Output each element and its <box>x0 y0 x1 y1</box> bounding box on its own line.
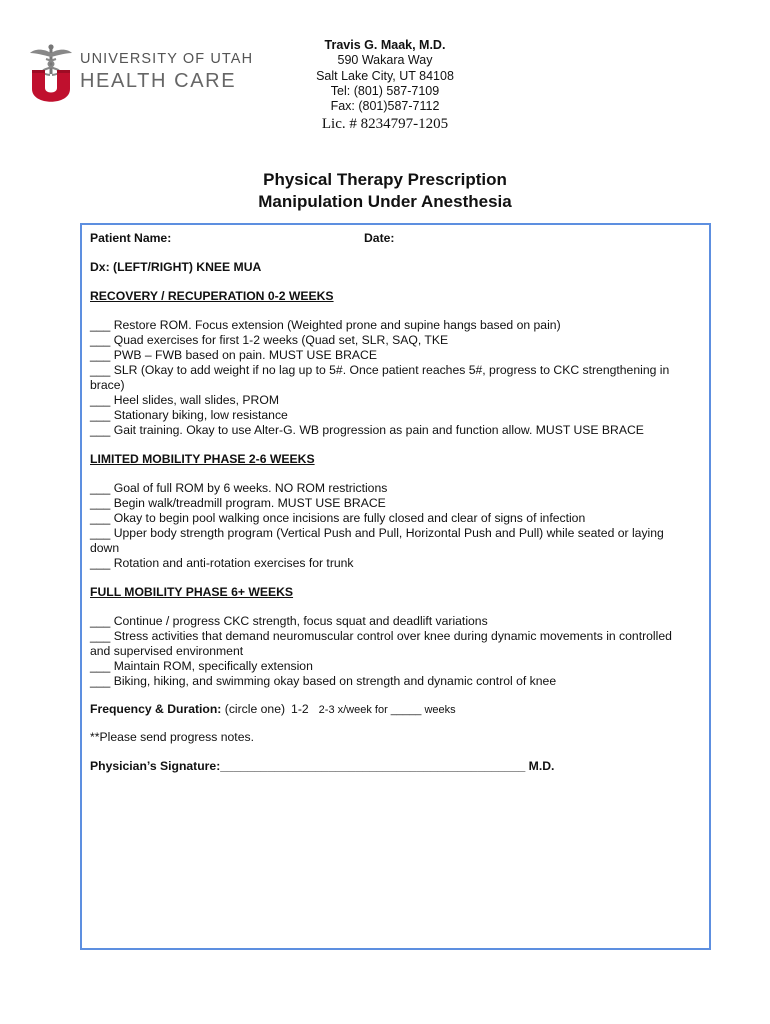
checklist-item[interactable]: ___ Restore ROM. Focus extension (Weighted prone and supine hangs based on pain) <box>90 318 561 332</box>
section-items-limited-mobility <box>90 481 690 571</box>
date-field[interactable]: Date: <box>364 231 395 245</box>
checklist-item[interactable]: ___ Continue / progress CKC strength, focus squat and deadlift variations <box>90 614 488 628</box>
license-number: Lic. # 8234797-1205 <box>321 116 449 133</box>
frequency-label: Frequency & Duration: <box>90 702 222 716</box>
doctor-info <box>280 38 490 133</box>
progress-notes-note: **Please send progress notes. <box>90 730 254 744</box>
checklist-item[interactable]: ___ PWB – FWB based on pain. MUST USE BRACE <box>90 348 377 362</box>
checklist-item[interactable]: ___ Gait training. Okay to use Alter-G. WB progression as pain and function allow. MUST USE BRACE <box>90 423 644 437</box>
patient-row <box>90 231 690 246</box>
frequency-hint: (circle one) <box>221 702 286 716</box>
checklist-item[interactable]: ___ Heel slides, wall slides, PROM <box>90 393 279 407</box>
checklist-item[interactable]: ___ Quad exercises for first 1-2 weeks (Quad set, SLR, SAQ, TKE <box>90 333 449 347</box>
checklist-item[interactable]: ___ Stationary biking, low resistance <box>90 408 288 422</box>
frequency-option-1-2[interactable]: 1-2 <box>291 702 309 716</box>
university-logo <box>28 44 254 106</box>
caduceus-u-icon <box>28 44 74 104</box>
title-line-1: Physical Therapy Prescription <box>263 170 507 189</box>
section-heading-recovery: RECOVERY / RECUPERATION 0-2 WEEKS <box>90 289 334 303</box>
section-items-recovery <box>90 318 690 438</box>
fax: Fax: (801)587-7112 <box>330 99 440 114</box>
checklist-item[interactable]: ___ Maintain ROM, specifically extension <box>90 659 313 673</box>
document-title <box>0 169 770 213</box>
section-items-full-mobility <box>90 614 690 689</box>
title-line-2: Manipulation Under Anesthesia <box>258 192 512 211</box>
frequency-option-2-3[interactable]: 2-3 x/week for _____ weeks <box>318 704 456 716</box>
checklist-item[interactable]: ___ Begin walk/treadmill program. MUST USE BRACE <box>90 496 386 510</box>
address-line-1: 590 Wakara Way <box>337 53 433 68</box>
checklist-item[interactable]: ___ Upper body strength program (Vertical Push and Pull, Horizontal Push and Pull) while seated or laying down <box>90 526 664 555</box>
doctor-name: Travis G. Maak, M.D. <box>324 38 446 52</box>
section-heading-limited-mobility: LIMITED MOBILITY PHASE 2-6 WEEKS <box>90 452 315 466</box>
logo-healthcare-text: HEALTH CARE <box>80 69 237 92</box>
checklist-item[interactable]: ___ Okay to begin pool walking once incisions are fully closed and clear of signs of infection <box>90 511 586 525</box>
logo-university-text: UNIVERSITY OF UTAH <box>80 51 254 67</box>
checklist-item[interactable]: ___ Rotation and anti-rotation exercises for trunk <box>90 556 354 570</box>
checklist-item[interactable]: ___ Goal of full ROM by 6 weeks. NO ROM restrictions <box>90 481 388 495</box>
diagnosis: Dx: (LEFT/RIGHT) KNEE MUA <box>90 260 262 274</box>
logo-wordmark <box>80 52 253 91</box>
address-line-2: Salt Lake City, UT 84108 <box>316 68 454 83</box>
frequency-duration-row <box>90 702 690 718</box>
prescription-form <box>90 231 690 774</box>
section-heading-full-mobility: FULL MOBILITY PHASE 6+ WEEKS <box>90 585 294 599</box>
checklist-item[interactable]: ___ Biking, hiking, and swimming okay based on strength and dynamic control of knee <box>90 674 557 688</box>
telephone: Tel: (801) 587-7109 <box>330 83 440 98</box>
checklist-item[interactable]: ___ Stress activities that demand neuromuscular control over knee during dynamic movements in controlled and supervised environment <box>90 629 672 658</box>
patient-name-field[interactable]: Patient Name: <box>90 231 172 245</box>
physician-signature-line[interactable]: Physician’s Signature:_____________________________________________ M.D. <box>90 759 555 773</box>
checklist-item[interactable]: ___ SLR (Okay to add weight if no lag up to 5#. Once patient reaches 5#, progress to CKC strengthening in brace) <box>90 363 670 392</box>
